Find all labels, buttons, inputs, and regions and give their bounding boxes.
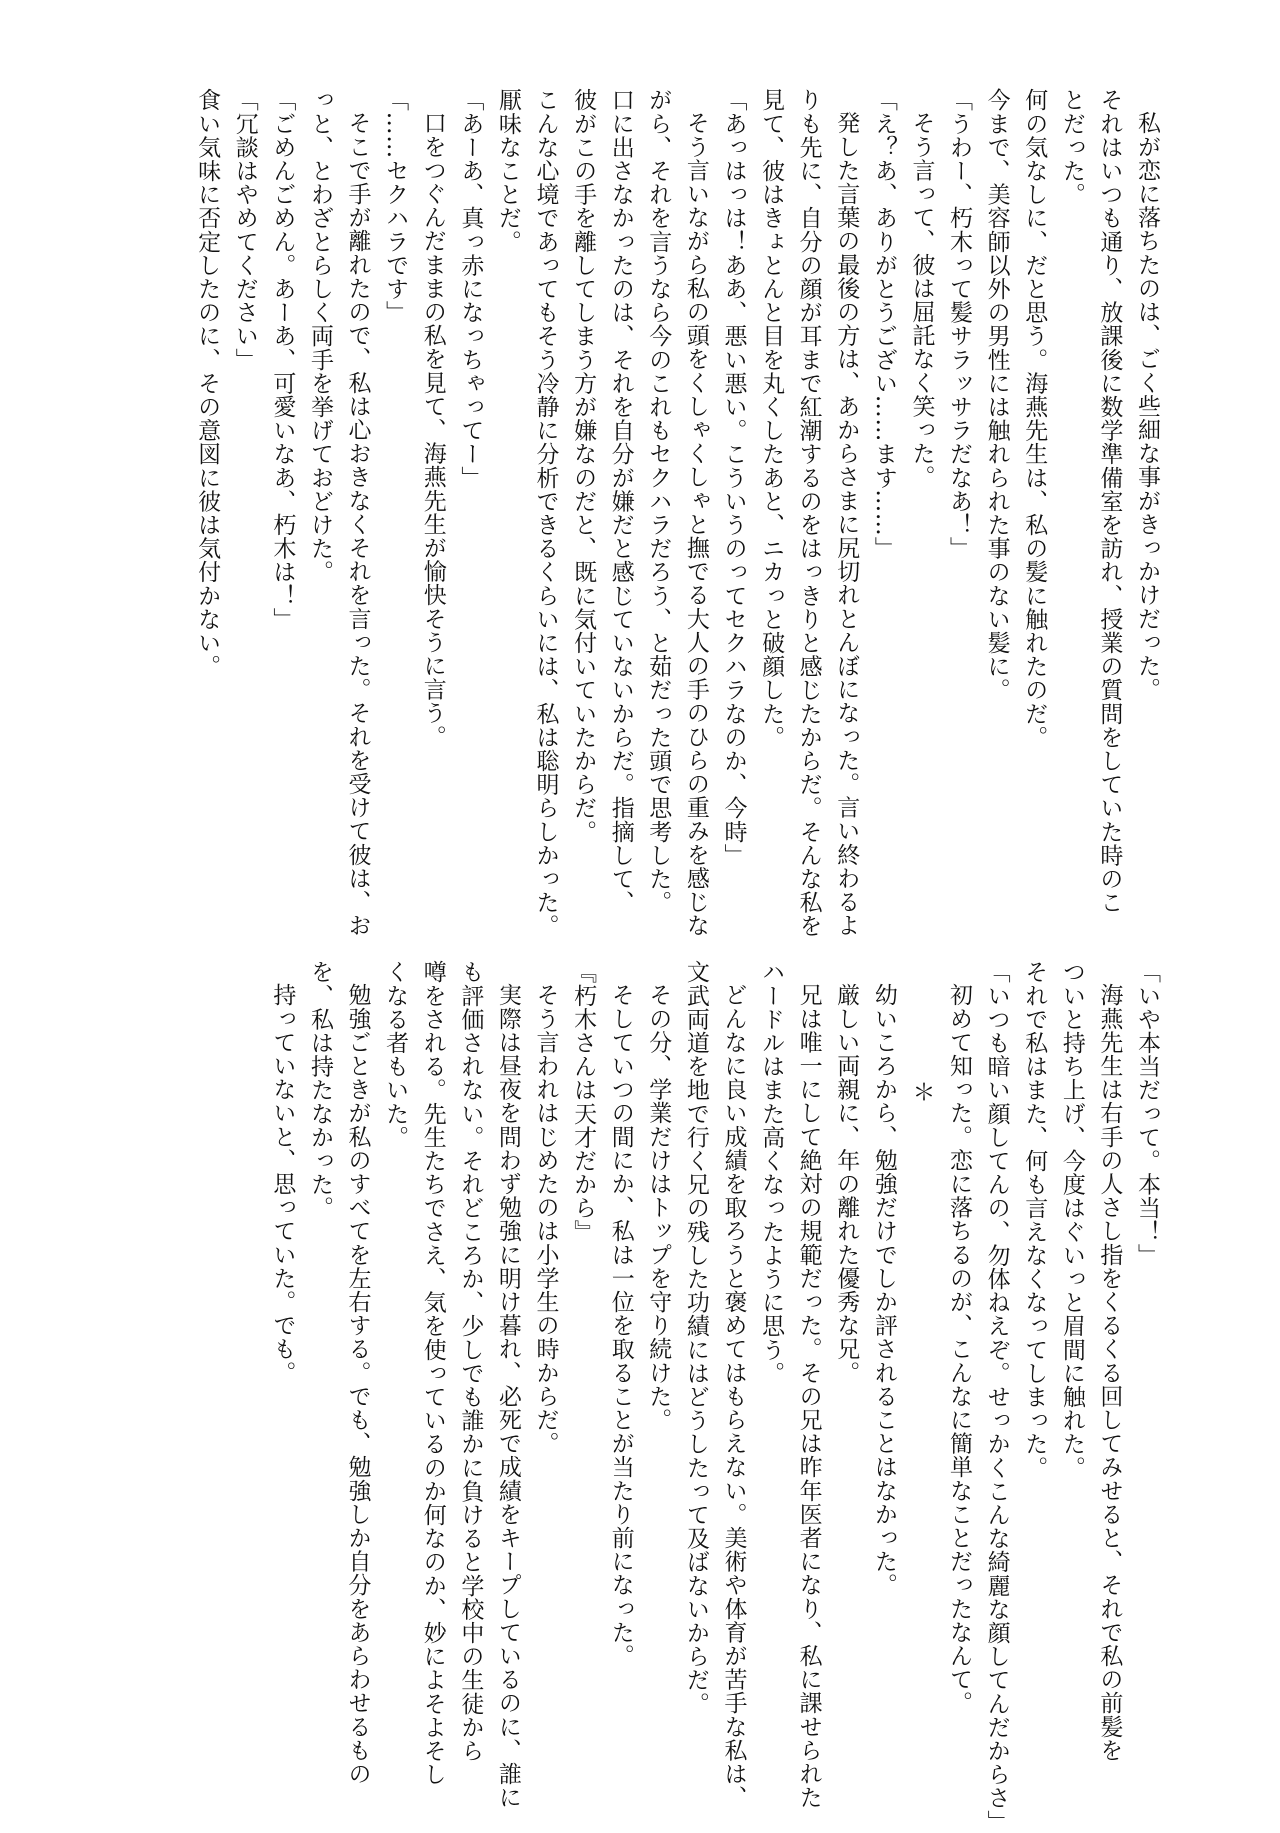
text-line: がら、それを言うなら今のこれもセクハラだろう、と茹だった頭で思考した。	[645, 88, 672, 914]
lower-text-block	[115, 960, 1165, 1833]
text-line: 口をつぐんだままの私を見て、海燕先生が愉快そうに言う。	[419, 111, 446, 749]
text-line: 「いや本当だって。本当！」	[1134, 960, 1160, 1267]
text-line: 今まで、美容師以外の男性には触れられた事のない髪に。	[983, 88, 1010, 702]
text-line: ついと持ち上げ、今度はぐいっと眉間に触れた。	[1058, 960, 1085, 1480]
text-line: 勉強ごときが私のすべてを左右する。でも、勉強しか自分をあらわせるもの	[344, 983, 371, 1786]
text-line: も評価されない。それどころか、少しでも誰かに負けると学校中の生徒から	[457, 960, 484, 1763]
text-line: 何の気なしに、だと思う。海燕先生は、私の髪に触れたのだ。	[1021, 88, 1048, 749]
text-line: それで私はまた、何も言えなくなってしまった。	[1021, 960, 1048, 1480]
text-line: りも先に、自分の顔が耳まで紅潮するのをはっきりと感じたからだ。そんな私を	[795, 88, 822, 938]
text-line: 見て、彼はきょとんと目を丸くしたあと、ニカっと破顔した。	[758, 88, 785, 749]
text-line: ハードルはまた高くなったように思う。	[758, 960, 785, 1385]
text-line: どんなに良い成績を取ろうと褒めてはもらえない。美術や体育が苦手な私は、	[720, 983, 747, 1809]
text-line: 厳しい両親に、年の離れた優秀な兄。	[833, 983, 860, 1385]
text-line: 「ごめんごめん。あーあ、可愛いなあ、朽木は！」	[269, 88, 296, 631]
text-line: とだった。	[1058, 88, 1085, 206]
text-line: 発した言葉の最後の方は、あからさまに尻切れとんぼになった。言い終わるよ	[833, 111, 860, 937]
text-line: そしていつの間にか、私は一位を取ることが当たり前になった。	[607, 983, 634, 1668]
text-line: 「……セクハラです」	[382, 88, 409, 324]
text-line: その分、学業だけはトップを守り続けた。	[645, 983, 672, 1432]
text-line: っと、とわざとらしく両手を挙げておどけた。	[306, 88, 333, 584]
text-line: 兄は唯一にして絶対の規範だった。その兄は昨年医者になり、私に課せられた	[795, 983, 822, 1809]
upper-text-block	[115, 88, 1165, 938]
text-line: 食い気味に否定したのに、その意図に彼は気付かない。	[194, 88, 221, 678]
text-line: 海燕先生は右手の人さし指をくるくる回してみせると、それで私の前髪を	[1096, 983, 1123, 1762]
text-line: を、私は持たなかった。	[306, 960, 333, 1220]
text-line: 初めて知った。恋に落ちるのが、こんなに簡単なことだったなんて。	[946, 983, 973, 1715]
text-line: 「え？あ、ありがとうござい……ます……」	[870, 88, 897, 560]
text-line: 「あっはっは！ああ、悪い悪い。こういうのってセクハラなのか、今時」	[720, 88, 747, 867]
text-line: 持っていないと、思っていた。でも。	[269, 983, 296, 1385]
text-line: こんな心境であってもそう冷静に分析できるくらいには、私は聡明らしかった。	[532, 88, 559, 938]
scene-break-asterisk: ＊	[908, 1080, 935, 1104]
text-line: くなる者もいた。	[382, 960, 409, 1149]
text-line: 口に出さなかったのは、それを自分が嫌だと感じていないからだ。指摘して、	[607, 88, 634, 914]
text-line: 「冗談はやめてください」	[231, 88, 258, 372]
text-line: 文武両道を地で行く兄の残した功績にはどうしたって及ばないからだ。	[682, 960, 709, 1716]
text-line: 厭味なことだ。	[494, 88, 521, 254]
text-line: 彼がこの手を離してしまう方が嫌なのだと、既に気付いていたからだ。	[570, 88, 597, 844]
text-line: 噂をされる。先生たちでさえ、気を使っているのか何なのか、妙によそよそし	[419, 960, 446, 1786]
text-line: 「あーあ、真っ赤になっちゃってー」	[457, 88, 484, 490]
text-line: 実際は昼夜を問わず勉強に明け暮れ、必死で成績をキープしているのに、誰に	[494, 983, 521, 1809]
text-line: 幼いころから、勉強だけでしか評されることはなかった。	[870, 983, 897, 1597]
text-line: そこで手が離れたので、私は心おきなくそれを言った。それを受けて彼は、お	[344, 111, 371, 937]
text-line: 『朽木さんは天才だから』	[570, 960, 597, 1244]
text-line: そう言って、彼は屈託なく笑った。	[908, 111, 935, 489]
text-line: 「うわー、朽木って髪サラッサラだなあ！」	[946, 88, 973, 560]
text-line: それはいつも通り、放課後に数学準備室を訪れ、授業の質問をしていた時のこ	[1096, 88, 1123, 914]
text-line: 「いつも暗い顔してんの、勿体ねえぞ。せっかくこんな綺麗な顔してんだからさ」	[983, 960, 1010, 1833]
text-line: そう言いながら私の頭をくしゃくしゃと撫でる大人の手のひらの重みを感じな	[682, 111, 709, 937]
text-line: そう言われはじめたのは小学生の時からだ。	[532, 983, 559, 1455]
text-line: 私が恋に落ちたのは、ごく些細な事がきっかけだった。	[1134, 111, 1160, 701]
